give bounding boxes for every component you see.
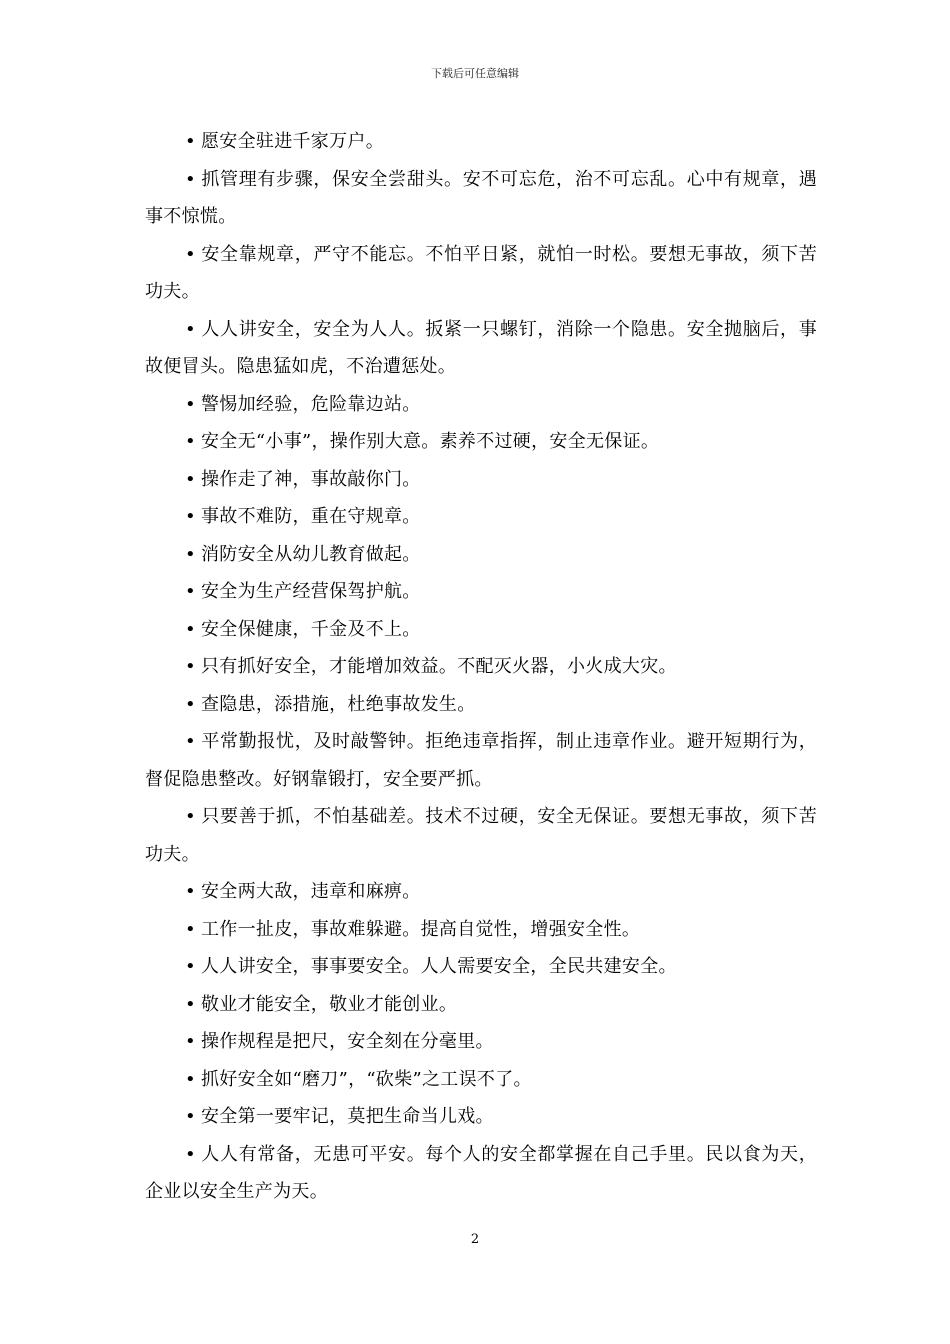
list-item-text: 安全为生产经营保驾护航。 [201, 581, 421, 602]
list-item [145, 611, 817, 649]
bullet-icon: • [185, 956, 196, 977]
list-item [145, 648, 817, 686]
list-item [145, 723, 817, 798]
bullet-icon: • [185, 581, 196, 602]
list-item-text: 平常勤报忧，及时敲警钟。拒绝违章指挥，制止违章作业。避开短期行为，督促隐患整改。好钢靠锻打，安全要严抓。 [145, 731, 817, 790]
list-item-text: 愿安全驻进千家万户。 [201, 131, 384, 152]
document-body [145, 123, 817, 1211]
page-number: 2 [470, 1232, 480, 1247]
list-item-text: 操作规程是把尺，安全刻在分毫里。 [201, 1031, 494, 1052]
bullet-icon: • [185, 468, 196, 490]
bullet-icon: • [185, 506, 196, 527]
bullet-icon: • [185, 1068, 196, 1090]
list-item-text: 安全靠规章，严守不能忘。不怕平日紧，就怕一时松。要想无事故，须下苦功夫。 [145, 243, 817, 302]
list-item [145, 1098, 817, 1136]
list-item [145, 498, 817, 536]
list-item-text: 消防安全从幼儿教育做起。 [201, 543, 421, 565]
list-item-text: 敬业才能安全，敬业才能创业。 [201, 993, 458, 1015]
list-item-text: 只有抓好安全，才能增加效益。不配灭火器，小火成大灾。 [201, 656, 677, 677]
list-item [145, 1136, 817, 1211]
bullet-icon: • [185, 243, 196, 265]
list-item-text: 安全两大敌，违章和麻痹。 [201, 881, 421, 902]
list-item [145, 873, 817, 911]
list-item [145, 123, 817, 161]
bullet-icon: • [185, 731, 196, 752]
list-item [145, 1023, 817, 1061]
bullet-icon: • [185, 431, 196, 452]
list-item-text: 人人讲安全，事事要安全。人人需要安全，全民共建安全。 [201, 956, 677, 977]
list-item [145, 311, 817, 386]
list-item-text: 抓管理有步骤，保安全尝甜头。安不可忘危，治不可忘乱。心中有规章，遇事不惊慌。 [145, 168, 817, 227]
list-item [145, 573, 817, 611]
list-item-text: 事故不难防，重在守规章。 [201, 506, 421, 527]
bullet-icon: • [185, 1031, 196, 1052]
list-item-text: 查隐患，添措施，杜绝事故发生。 [201, 693, 476, 715]
list-item [145, 461, 817, 499]
bullet-icon: • [185, 693, 196, 715]
list-item [145, 423, 817, 461]
page-header: 下载后可任意编辑 [431, 67, 519, 80]
list-item [145, 236, 817, 311]
bullet-icon: • [185, 993, 196, 1015]
list-item [145, 798, 817, 873]
list-item-text: 只要善于抓，不怕基础差。技术不过硬，安全无保证。要想无事故，须下苦功夫。 [145, 806, 817, 865]
bullet-icon: • [185, 918, 196, 940]
list-item [145, 948, 817, 986]
list-item-text: 操作走了神，事故敲你门。 [201, 468, 421, 490]
list-item-text: 人人讲安全，安全为人人。扳紧一只螺钉，消除一个隐患。安全抛脑后，事故便冒头。隐患猛如虎，不治遭惩处。 [145, 318, 817, 377]
bullet-icon: • [185, 318, 196, 340]
bullet-icon: • [185, 656, 196, 677]
list-item-text: 人人有常备，无患可平安。每个人的安全都掌握在自己手里。民以食为天，企业以安全生产为天。 [145, 1143, 817, 1202]
list-item-text: 安全第一要牢记，莫把生命当儿戏。 [201, 1106, 494, 1127]
bullet-icon: • [185, 1106, 196, 1127]
list-item-text: 工作一扯皮，事故难躲避。提高自觉性，增强安全性。 [201, 918, 641, 940]
list-item [145, 986, 817, 1024]
list-item-text: 安全保健康，千金及不上。 [201, 618, 421, 640]
bullet-icon: • [185, 393, 196, 415]
list-item-text: 警惕加经验，危险靠边站。 [201, 393, 421, 415]
bullet-icon: • [185, 131, 196, 152]
bullet-icon: • [185, 881, 196, 902]
list-item-text: 安全无“小事”，操作别大意。素养不过硬，安全无保证。 [201, 431, 660, 452]
list-item [145, 161, 817, 236]
list-item [145, 911, 817, 949]
bullet-icon: • [185, 1143, 196, 1165]
bullet-icon: • [185, 618, 196, 640]
bullet-icon: • [185, 168, 196, 190]
bullet-icon: • [185, 543, 196, 565]
list-item [145, 1061, 817, 1099]
bullet-icon: • [185, 806, 196, 827]
list-item [145, 386, 817, 424]
list-item [145, 686, 817, 724]
list-item [145, 536, 817, 574]
list-item-text: 抓好安全如“磨刀”，“砍柴”之工误不了。 [201, 1068, 532, 1090]
